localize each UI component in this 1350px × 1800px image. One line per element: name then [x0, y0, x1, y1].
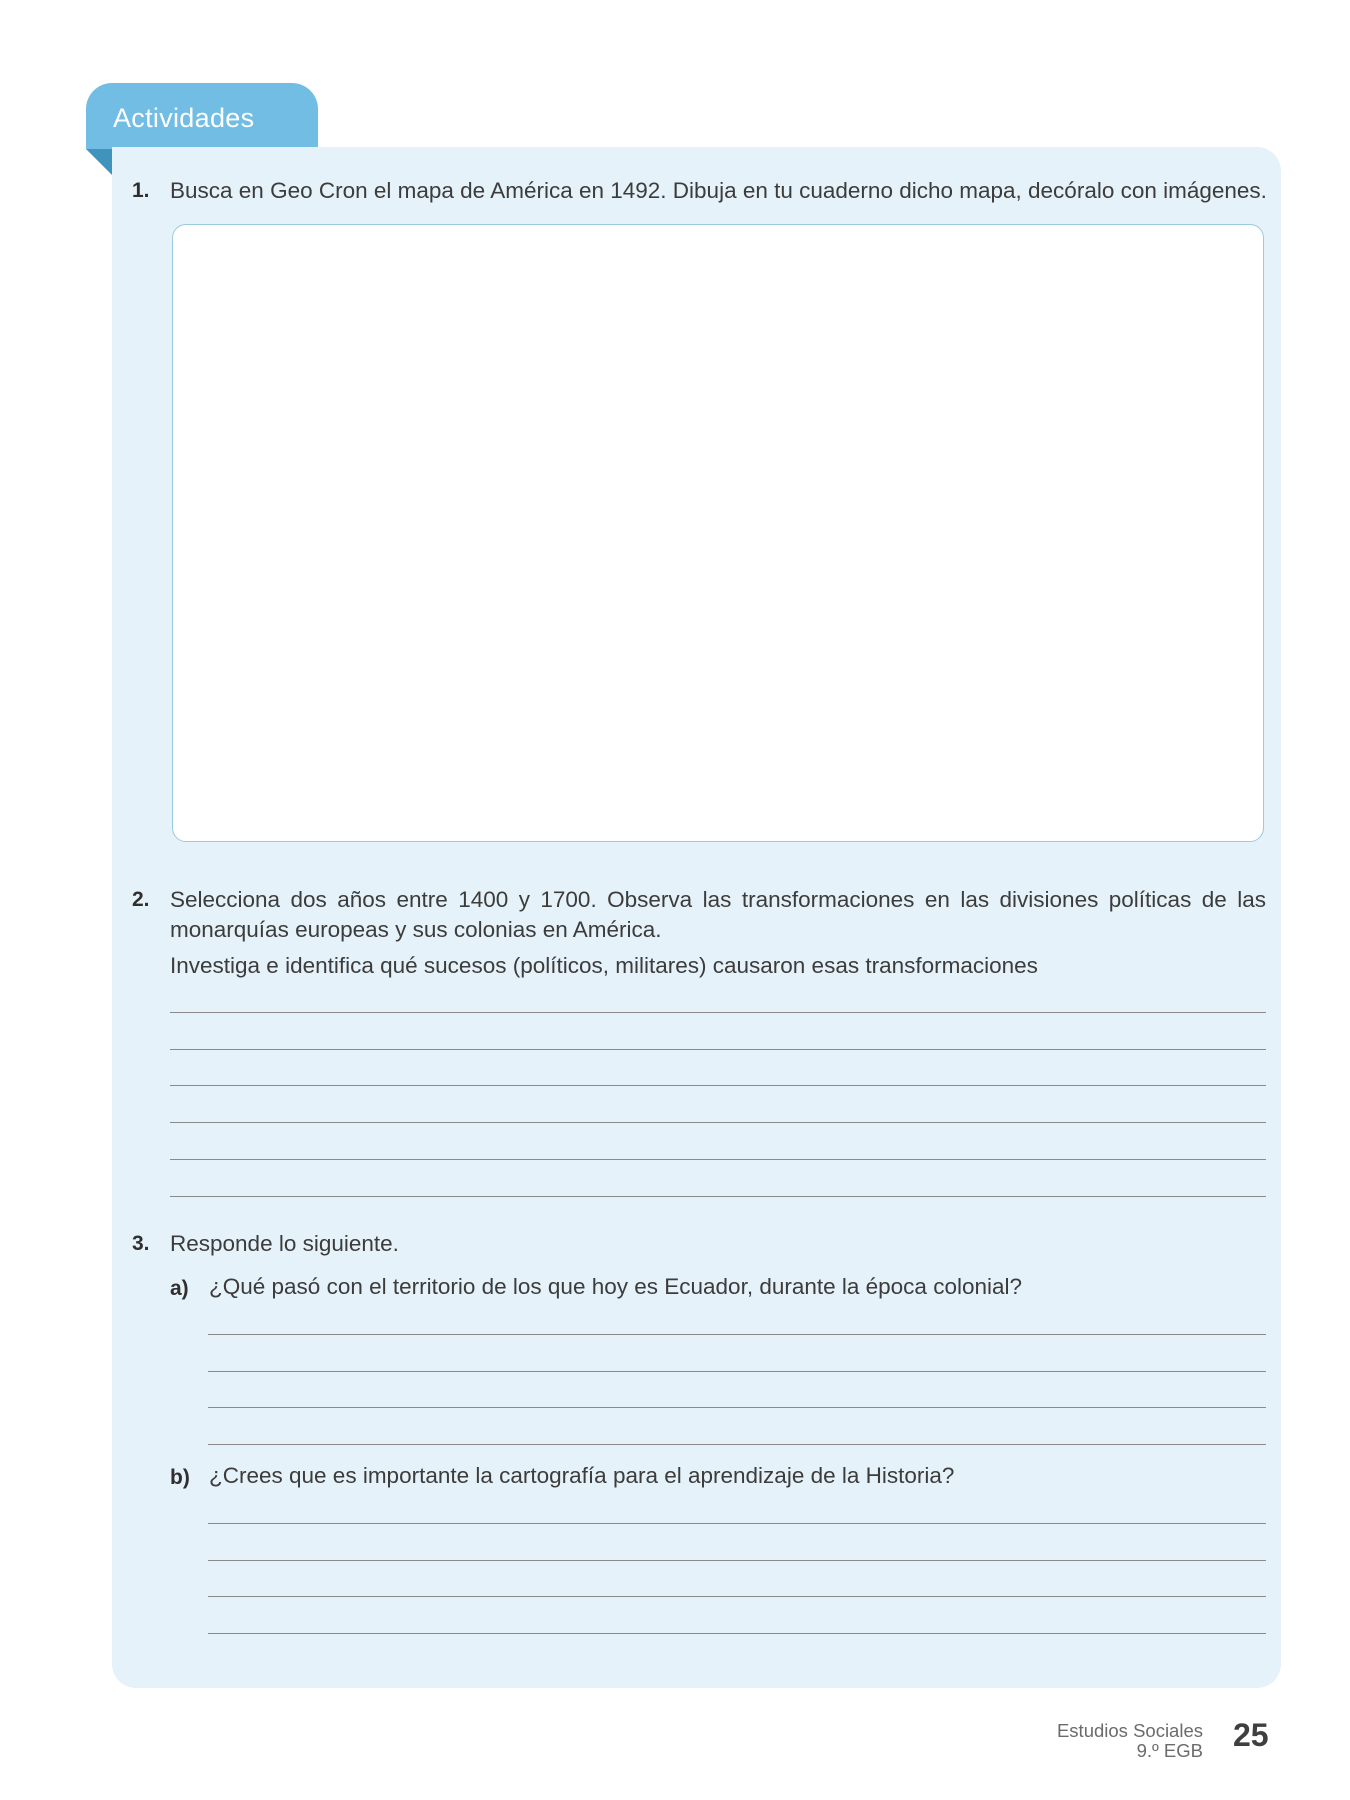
question-3a-text: ¿Qué pasó con el territorio de los que hoy es Ecuador, durante la época colonial?: [209, 1274, 1023, 1299]
activities-tab: Actividades: [86, 83, 318, 149]
answer-line-q3a-3[interactable]: [208, 1407, 1266, 1408]
page-number: 25: [1233, 1717, 1269, 1753]
drawing-area[interactable]: [172, 224, 1264, 842]
answer-line-q2-4[interactable]: [170, 1122, 1266, 1123]
question-1-text: Busca en Geo Cron el mapa de América en 1492. Dibuja en tu cuaderno dicho mapa, decóralo con imágenes.: [170, 178, 1267, 203]
question-3a-letter: a): [170, 1277, 189, 1300]
footer-subject-name: Estudios Sociales: [1056, 1720, 1203, 1741]
question-2-text-line-2: monarquías europeas y sus colonias en América.: [170, 917, 662, 942]
answer-line-q2-6[interactable]: [170, 1196, 1266, 1197]
question-3-number: 3.: [132, 1232, 150, 1255]
answer-line-q3a-4[interactable]: [208, 1444, 1266, 1445]
answer-line-q2-2[interactable]: [170, 1049, 1266, 1050]
answer-line-q3b-1[interactable]: [208, 1523, 1266, 1524]
answer-line-q3a-1[interactable]: [208, 1334, 1266, 1335]
answer-line-q3b-4[interactable]: [208, 1633, 1266, 1634]
question-1-number: 1.: [132, 179, 150, 202]
tab-fold-decoration: [86, 149, 112, 175]
question-3b-text: ¿Crees que es importante la cartografía para el aprendizaje de la Historia?: [209, 1463, 955, 1488]
answer-line-q3b-3[interactable]: [208, 1596, 1266, 1597]
question-3b-letter: b): [170, 1466, 190, 1489]
answer-line-q2-5[interactable]: [170, 1159, 1266, 1160]
answer-line-q3a-2[interactable]: [208, 1371, 1266, 1372]
answer-line-q2-3[interactable]: [170, 1085, 1266, 1086]
answer-line-q3b-2[interactable]: [208, 1560, 1266, 1561]
footer-subject: [1057, 1721, 1203, 1761]
question-2-text-line-1: Selecciona dos años entre 1400 y 1700. Observa las transformaciones en las divisiones políticas de las: [170, 887, 1266, 912]
footer-grade: 9.º EGB: [1136, 1740, 1203, 1761]
answer-line-q2-1[interactable]: [170, 1012, 1266, 1013]
question-2-text-line-3: Investiga e identifica qué sucesos (políticos, militares) causaron esas transformaciones: [170, 953, 1038, 978]
question-2-number: 2.: [132, 888, 150, 911]
question-3-text: Responde lo siguiente.: [170, 1231, 399, 1256]
